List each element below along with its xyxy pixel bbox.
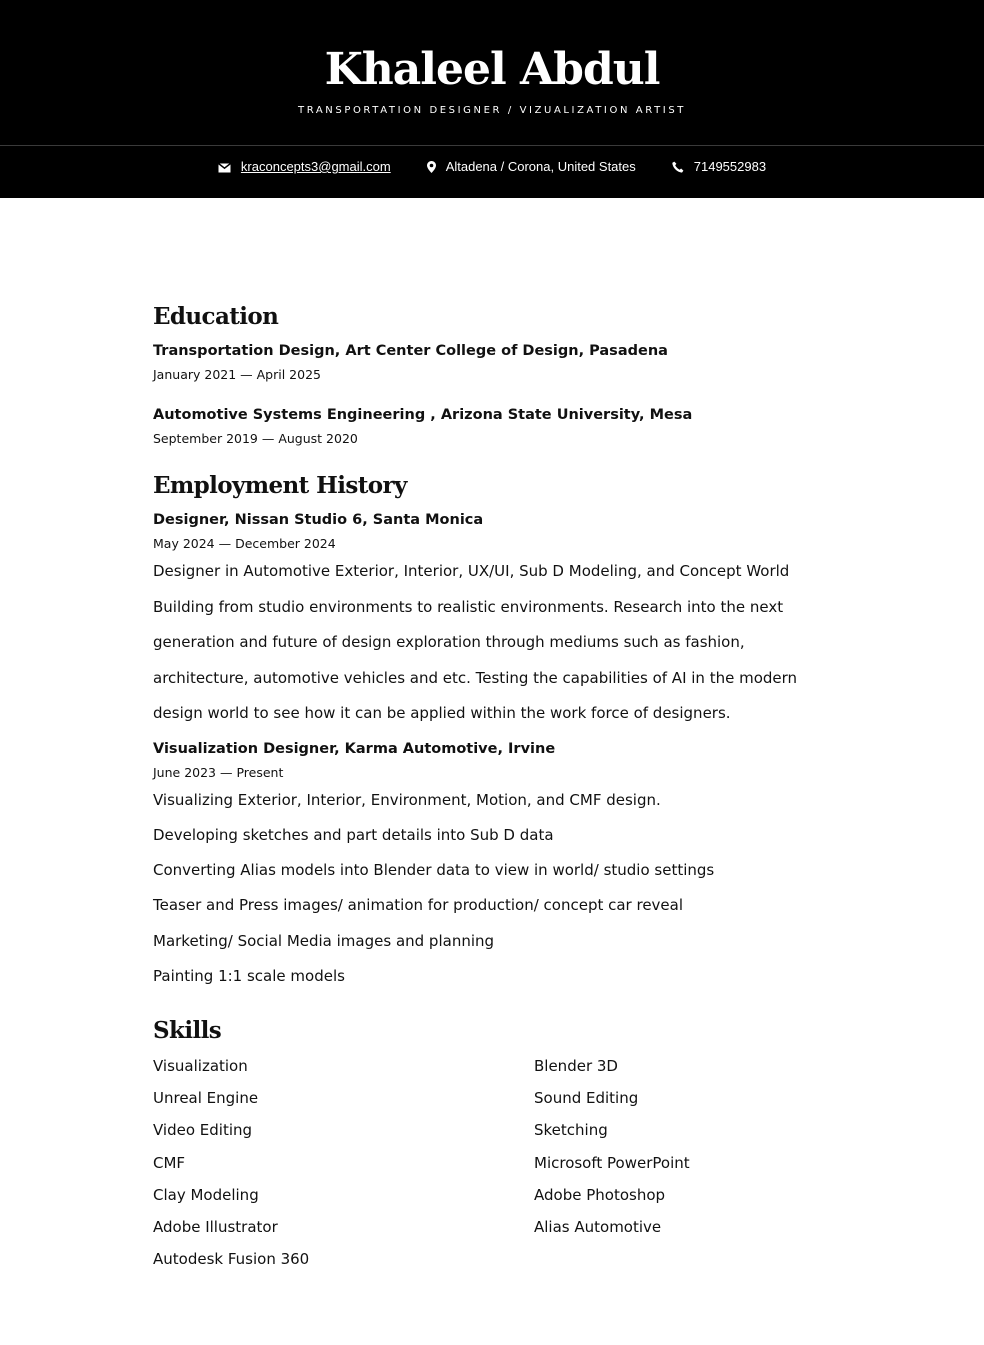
candidate-name: Khaleel Abdul <box>324 44 660 95</box>
resume-header <box>0 0 984 198</box>
contact-bar <box>0 158 984 176</box>
contact-location <box>427 158 636 176</box>
contact-phone <box>672 158 766 176</box>
job-title: Visualization Designer, Karma Automotive, Irvine <box>153 740 556 757</box>
description-line: architecture, automotive vehicles and etc. Testing the capabilities of AI in the modern <box>153 668 798 687</box>
phone-icon <box>672 161 684 173</box>
skill-item: Video Editing <box>153 1121 253 1140</box>
skill-item: Adobe Photoshop <box>534 1185 666 1204</box>
education-heading: Education <box>153 303 279 330</box>
skill-item: Autodesk Fusion 360 <box>153 1249 310 1268</box>
education-entry-title: Transportation Design, Art Center College of Design, Pasadena <box>153 343 668 359</box>
job-title: Designer, Nissan Studio 6, Santa Monica <box>153 512 484 528</box>
skills-grid <box>153 1050 833 1275</box>
description-line: Teaser and Press images/ animation for production/ concept car reveal <box>153 896 684 915</box>
employment-section <box>153 469 833 994</box>
job-tagline: TRANSPORTATION DESIGNER / VIZUALIZATION ARTIST <box>298 105 686 116</box>
description-line: Painting 1:1 scale models <box>153 966 345 985</box>
header-divider <box>0 145 984 146</box>
location-pin-icon <box>427 161 436 173</box>
description-line: Converting Alias models into Blender data to view in world/ studio settings <box>153 861 715 880</box>
job-dates: May 2024 — December 2024 <box>153 536 336 551</box>
skill-item: Clay Modeling <box>153 1185 259 1204</box>
skill-item: Sound Editing <box>534 1089 639 1108</box>
education-entry-title: Automotive Systems Engineering , Arizona State University, Mesa <box>153 407 693 423</box>
phone-text: 7149552983 <box>693 159 767 174</box>
description-line: Designer in Automotive Exterior, Interior, UX/UI, Sub D Modeling, and Concept World <box>153 562 790 580</box>
description-line: design world to see how it can be applied within the work force of designers. <box>153 704 731 722</box>
skill-item: CMF <box>153 1153 186 1172</box>
education-section <box>153 300 833 449</box>
mail-icon <box>218 162 231 173</box>
job-description <box>153 783 833 995</box>
education-entry-dates: January 2021 — April 2025 <box>153 367 321 382</box>
skill-item: Blender 3D <box>534 1057 618 1076</box>
location-text: Altadena / Corona, United States <box>445 159 636 174</box>
description-line: Developing sketches and part details into Sub D data <box>153 825 554 844</box>
skill-item: Microsoft PowerPoint <box>534 1153 690 1172</box>
skill-item: Unreal Engine <box>153 1089 259 1108</box>
skill-item: Alias Automotive <box>534 1217 662 1236</box>
skill-item: Visualization <box>153 1057 248 1076</box>
skills-heading: Skills <box>153 1017 222 1045</box>
job-description <box>153 554 833 732</box>
email-link[interactable]: kraconcepts3@gmail.com <box>240 159 391 174</box>
description-line: Visualizing Exterior, Interior, Environment, Motion, and CMF design. <box>153 790 661 809</box>
resume-body <box>153 300 833 1295</box>
job-dates: June 2023 — Present <box>153 764 284 780</box>
skill-item: Sketching <box>534 1121 608 1140</box>
description-line: Marketing/ Social Media images and planning <box>153 931 495 950</box>
skills-section <box>153 1014 833 1275</box>
skill-item: Adobe Illustrator <box>153 1217 278 1236</box>
description-line: Building from studio environments to realistic environments. Research into the next <box>153 597 784 616</box>
employment-heading: Employment History <box>153 472 407 499</box>
contact-email <box>218 158 391 176</box>
description-line: generation and future of design exploration through mediums such as fashion, <box>153 633 745 651</box>
skill-item-empty <box>534 1243 833 1275</box>
education-entry-dates: September 2019 — August 2020 <box>153 431 358 446</box>
